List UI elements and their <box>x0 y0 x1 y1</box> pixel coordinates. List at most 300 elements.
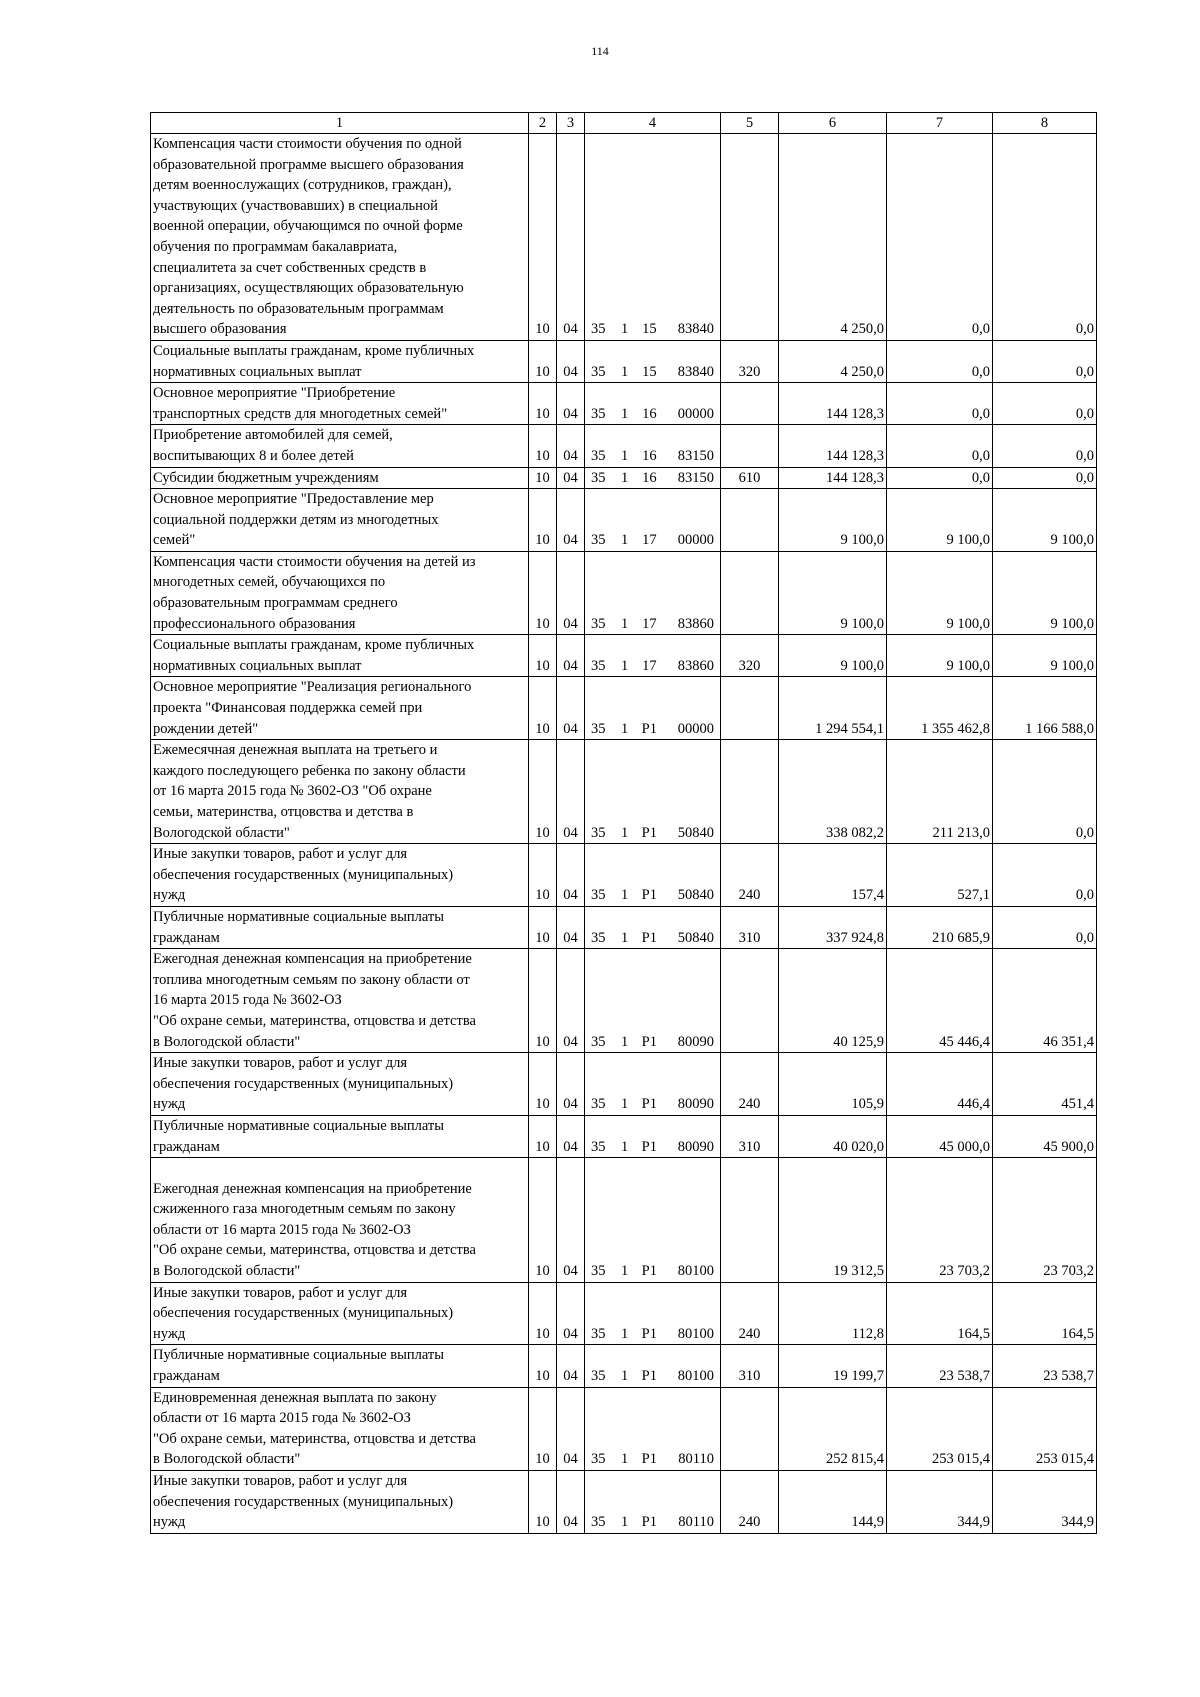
event-code: P1 <box>641 1096 657 1113</box>
table-row <box>151 1345 1097 1387</box>
program-code: 35 <box>591 929 606 946</box>
row-name <box>151 467 529 489</box>
target-article-code <box>585 1115 721 1157</box>
header-cell: 1 <box>151 113 529 134</box>
row-name <box>151 1471 529 1534</box>
amount-col-7: 9 100,0 <box>887 635 993 677</box>
event-code: 17 <box>642 615 657 632</box>
row-name-text: Компенсация части стоимости обучения по одной образовательной программе высшего образования детям военнослужащих (сотрудников, граждан), участвующих (участвовавших) в специальной военной операции, обучающимся по очной форме обучения по программам бакалавриата, специалитета за счет собственных средств в организациях, осуществляющих образовательную деятельность по образовательным программам высшего образования <box>153 136 464 338</box>
row-name-text: Субсидии бюджетным учреждениям <box>153 469 379 486</box>
expense-type-code: 240 <box>721 1282 779 1345</box>
subsection-code: 04 <box>557 489 585 552</box>
program-code: 35 <box>591 1033 606 1050</box>
program-code: 35 <box>591 321 606 338</box>
amount-col-6: 144 128,3 <box>779 425 887 467</box>
program-code: 35 <box>591 887 606 904</box>
header-cell: 7 <box>887 113 993 134</box>
subprogram-code: 1 <box>621 1096 629 1113</box>
subprogram-code: 1 <box>621 1451 629 1468</box>
target-article-parts <box>585 404 720 425</box>
amount-col-8: 0,0 <box>993 340 1097 382</box>
target-article-code <box>585 906 721 948</box>
direction-code: 83840 <box>677 363 714 380</box>
amount-col-8: 9 100,0 <box>993 635 1097 677</box>
direction-code: 83860 <box>677 615 714 632</box>
program-code: 35 <box>591 720 606 737</box>
amount-col-6: 112,8 <box>779 1282 887 1345</box>
subsection-code: 04 <box>557 1115 585 1157</box>
event-code: P1 <box>641 720 657 737</box>
section-code: 10 <box>529 383 557 425</box>
expense-type-code <box>721 134 779 341</box>
subsection-code: 04 <box>557 134 585 341</box>
subprogram-code: 1 <box>621 1514 629 1531</box>
direction-code: 00000 <box>677 720 714 737</box>
subsection-code: 04 <box>557 1282 585 1345</box>
subprogram-code: 1 <box>621 405 629 422</box>
section-code: 10 <box>529 467 557 489</box>
table-row <box>151 1282 1097 1345</box>
amount-col-7: 1 355 462,8 <box>887 677 993 740</box>
subprogram-code: 1 <box>621 824 629 841</box>
program-code: 35 <box>591 1514 606 1531</box>
amount-col-8: 23 703,2 <box>993 1158 1097 1283</box>
amount-col-6: 338 082,2 <box>779 740 887 844</box>
subprogram-code: 1 <box>621 929 629 946</box>
section-code: 10 <box>529 1158 557 1283</box>
expense-type-code <box>721 425 779 467</box>
direction-code: 83150 <box>677 469 714 486</box>
subsection-code: 04 <box>557 844 585 907</box>
amount-col-7: 446,4 <box>887 1053 993 1116</box>
amount-col-7: 211 213,0 <box>887 740 993 844</box>
table-row <box>151 844 1097 907</box>
amount-col-7: 0,0 <box>887 134 993 341</box>
target-article-code <box>585 134 721 341</box>
target-article-code <box>585 1345 721 1387</box>
expense-type-code: 320 <box>721 635 779 677</box>
row-name <box>151 1282 529 1345</box>
target-article-parts <box>585 1094 720 1115</box>
section-code: 10 <box>529 134 557 341</box>
target-article-code <box>585 844 721 907</box>
subprogram-code: 1 <box>621 887 629 904</box>
amount-col-8: 45 900,0 <box>993 1115 1097 1157</box>
event-code: P1 <box>641 887 657 904</box>
expense-type-code <box>721 1158 779 1283</box>
target-article-parts <box>585 1261 720 1282</box>
event-code: 15 <box>642 321 657 338</box>
expense-type-code <box>721 740 779 844</box>
direction-code: 80110 <box>678 1514 714 1531</box>
direction-code: 00000 <box>677 405 714 422</box>
target-article-code <box>585 340 721 382</box>
section-code: 10 <box>529 551 557 634</box>
amount-col-6: 144,9 <box>779 1471 887 1534</box>
expense-type-code <box>721 489 779 552</box>
event-code: P1 <box>641 1138 657 1155</box>
table-row <box>151 134 1097 341</box>
row-name-text: Публичные нормативные социальные выплаты гражданам <box>153 1117 444 1155</box>
subsection-code: 04 <box>557 1471 585 1534</box>
expense-type-code: 240 <box>721 1053 779 1116</box>
amount-col-6: 40 125,9 <box>779 949 887 1053</box>
direction-code: 80100 <box>677 1325 714 1342</box>
table-row <box>151 740 1097 844</box>
amount-col-7: 344,9 <box>887 1471 993 1534</box>
target-article-code <box>585 489 721 552</box>
table-row <box>151 383 1097 425</box>
table-row <box>151 906 1097 948</box>
amount-col-7: 23 703,2 <box>887 1158 993 1283</box>
amount-col-7: 45 000,0 <box>887 1115 993 1157</box>
subprogram-code: 1 <box>621 532 629 549</box>
section-code: 10 <box>529 949 557 1053</box>
target-article-code <box>585 740 721 844</box>
amount-col-7: 210 685,9 <box>887 906 993 948</box>
table-row <box>151 949 1097 1053</box>
header-cell: 8 <box>993 113 1097 134</box>
header-cell: 6 <box>779 113 887 134</box>
amount-col-8: 451,4 <box>993 1053 1097 1116</box>
amount-col-8: 0,0 <box>993 844 1097 907</box>
subsection-code: 04 <box>557 340 585 382</box>
expense-type-code: 310 <box>721 906 779 948</box>
amount-col-8: 164,5 <box>993 1282 1097 1345</box>
amount-col-7: 0,0 <box>887 383 993 425</box>
row-name-text: Основное мероприятие "Приобретение транспортных средств для многодетных семей" <box>153 385 448 422</box>
table-row <box>151 635 1097 677</box>
event-code: P1 <box>641 929 657 946</box>
subsection-code: 04 <box>557 1053 585 1116</box>
section-code: 10 <box>529 425 557 467</box>
row-name-text: Основное мероприятие "Реализация регионального проекта "Финансовая поддержка семей при рождении детей" <box>153 679 472 737</box>
table-row <box>151 1158 1097 1283</box>
row-name-text: Ежегодная денежная компенсация на приобретение сжиженного газа многодетным семьям по закону области от 16 марта 2015 года № 3602-ОЗ "Об охране семьи, материнства, отцовства и детства в Вологодской области" <box>153 1180 476 1280</box>
amount-col-8: 23 538,7 <box>993 1345 1097 1387</box>
target-article-parts <box>585 1366 720 1387</box>
amount-col-6: 9 100,0 <box>779 551 887 634</box>
row-name <box>151 906 529 948</box>
amount-col-7: 9 100,0 <box>887 489 993 552</box>
event-code: P1 <box>641 1368 657 1385</box>
amount-col-8: 0,0 <box>993 383 1097 425</box>
amount-col-6: 144 128,3 <box>779 467 887 489</box>
direction-code: 83840 <box>677 321 714 338</box>
row-name-text: Основное мероприятие "Предоставление мер социальной поддержки детям из многодетных семей" <box>153 491 439 549</box>
expense-type-code <box>721 383 779 425</box>
row-name <box>151 1053 529 1116</box>
section-code: 10 <box>529 340 557 382</box>
amount-col-8: 0,0 <box>993 425 1097 467</box>
event-code: 17 <box>642 532 657 549</box>
event-code: P1 <box>641 824 657 841</box>
event-code: P1 <box>641 1451 657 1468</box>
target-article-parts <box>585 885 720 906</box>
row-name-text: Социальные выплаты гражданам, кроме публичных нормативных социальных выплат <box>153 342 475 380</box>
row-name-text: Ежегодная денежная компенсация на приобретение топлива многодетным семьям по закону области от 16 марта 2015 года № 3602-ОЗ "Об охране семьи, материнства, отцовства и детства в Вологодской области" <box>153 951 476 1050</box>
row-name-text: Единовременная денежная выплата по закону области от 16 марта 2015 года № 3602-ОЗ "Об охране семьи, материнства, отцовства и детства в Вологодской области" <box>153 1389 476 1468</box>
subsection-code: 04 <box>557 635 585 677</box>
target-article-code <box>585 1158 721 1283</box>
expense-type-code: 240 <box>721 844 779 907</box>
subprogram-code: 1 <box>621 1368 629 1385</box>
section-code: 10 <box>529 906 557 948</box>
amount-col-7: 527,1 <box>887 844 993 907</box>
header-cell: 2 <box>529 113 557 134</box>
amount-col-8: 0,0 <box>993 134 1097 341</box>
target-article-parts <box>585 1324 720 1345</box>
amount-col-8: 253 015,4 <box>993 1387 1097 1470</box>
row-name-text: Компенсация части стоимости обучения на детей из многодетных семей, обучающихся по образовательным программам среднего профессионального образования <box>153 553 476 632</box>
amount-col-6: 4 250,0 <box>779 340 887 382</box>
target-article-code <box>585 1387 721 1470</box>
target-article-parts <box>585 530 720 551</box>
target-article-parts <box>585 446 720 467</box>
row-name-text: Социальные выплаты гражданам, кроме публичных нормативных социальных выплат <box>153 637 475 674</box>
section-code: 10 <box>529 1282 557 1345</box>
amount-col-6: 9 100,0 <box>779 635 887 677</box>
subsection-code: 04 <box>557 906 585 948</box>
row-name-text: Публичные нормативные социальные выплаты гражданам <box>153 1347 444 1385</box>
row-name-text: Иные закупки товаров, работ и услуг для обеспечения государственных (муниципальных) нужд <box>153 1284 454 1342</box>
table-row <box>151 1471 1097 1534</box>
row-name-text: Иные закупки товаров, работ и услуг для обеспечения государственных (муниципальных) нужд <box>153 1055 454 1113</box>
row-name <box>151 551 529 634</box>
table-row <box>151 677 1097 740</box>
direction-code: 00000 <box>677 532 714 549</box>
target-article-parts <box>585 468 720 489</box>
section-code: 10 <box>529 1387 557 1470</box>
subsection-code: 04 <box>557 383 585 425</box>
row-name <box>151 1387 529 1470</box>
amount-col-7: 0,0 <box>887 425 993 467</box>
amount-col-7: 0,0 <box>887 467 993 489</box>
row-name <box>151 340 529 382</box>
expense-type-code: 310 <box>721 1345 779 1387</box>
direction-code: 80090 <box>677 1138 714 1155</box>
amount-col-8: 46 351,4 <box>993 949 1097 1053</box>
program-code: 35 <box>591 532 606 549</box>
program-code: 35 <box>591 1451 606 1468</box>
direction-code: 50840 <box>677 887 714 904</box>
program-code: 35 <box>591 1096 606 1113</box>
amount-col-8: 0,0 <box>993 467 1097 489</box>
program-code: 35 <box>591 657 606 674</box>
amount-col-8: 1 166 588,0 <box>993 677 1097 740</box>
program-code: 35 <box>591 447 606 464</box>
amount-col-6: 19 199,7 <box>779 1345 887 1387</box>
amount-col-6: 252 815,4 <box>779 1387 887 1470</box>
target-article-code <box>585 949 721 1053</box>
event-code: P1 <box>641 1263 657 1280</box>
event-code: P1 <box>641 1514 657 1531</box>
amount-col-6: 157,4 <box>779 844 887 907</box>
target-article-parts <box>585 319 720 340</box>
header-cell: 4 <box>585 113 721 134</box>
target-article-parts <box>585 656 720 677</box>
amount-col-6: 9 100,0 <box>779 489 887 552</box>
row-name <box>151 1345 529 1387</box>
row-name <box>151 489 529 552</box>
expense-type-code: 610 <box>721 467 779 489</box>
amount-col-8: 9 100,0 <box>993 551 1097 634</box>
amount-col-6: 4 250,0 <box>779 134 887 341</box>
event-code: 16 <box>642 447 657 464</box>
program-code: 35 <box>591 824 606 841</box>
row-name <box>151 635 529 677</box>
direction-code: 50840 <box>677 824 714 841</box>
program-code: 35 <box>591 469 606 486</box>
target-article-parts <box>585 1512 720 1533</box>
amount-col-7: 9 100,0 <box>887 551 993 634</box>
expense-type-code <box>721 1387 779 1470</box>
target-article-parts <box>585 1032 720 1053</box>
subprogram-code: 1 <box>621 1138 629 1155</box>
subprogram-code: 1 <box>621 1263 629 1280</box>
subprogram-code: 1 <box>621 363 629 380</box>
target-article-code <box>585 635 721 677</box>
row-name <box>151 1158 529 1283</box>
direction-code: 80090 <box>677 1033 714 1050</box>
subsection-code: 04 <box>557 740 585 844</box>
direction-code: 83860 <box>677 657 714 674</box>
event-code: 16 <box>642 405 657 422</box>
direction-code: 80110 <box>678 1451 714 1468</box>
target-article-parts <box>585 614 720 635</box>
row-name <box>151 844 529 907</box>
section-code: 10 <box>529 844 557 907</box>
table-row <box>151 467 1097 489</box>
row-name <box>151 134 529 341</box>
amount-col-6: 19 312,5 <box>779 1158 887 1283</box>
row-name <box>151 1115 529 1157</box>
row-name <box>151 425 529 467</box>
amount-col-8: 9 100,0 <box>993 489 1097 552</box>
section-code: 10 <box>529 1053 557 1116</box>
row-name-text: Иные закупки товаров, работ и услуг для обеспечения государственных (муниципальных) нужд <box>153 846 454 904</box>
subsection-code: 04 <box>557 949 585 1053</box>
amount-col-7: 23 538,7 <box>887 1345 993 1387</box>
subsection-code: 04 <box>557 551 585 634</box>
amount-col-8: 344,9 <box>993 1471 1097 1534</box>
subsection-code: 04 <box>557 425 585 467</box>
event-code: 16 <box>642 469 657 486</box>
direction-code: 80090 <box>677 1096 714 1113</box>
table-row <box>151 1115 1097 1157</box>
subsection-code: 04 <box>557 1345 585 1387</box>
target-article-parts <box>585 719 720 740</box>
expense-type-code: 240 <box>721 1471 779 1534</box>
subprogram-code: 1 <box>621 615 629 632</box>
subprogram-code: 1 <box>621 720 629 737</box>
target-article-code <box>585 425 721 467</box>
event-code: 17 <box>642 657 657 674</box>
table-row <box>151 489 1097 552</box>
expense-type-code <box>721 677 779 740</box>
direction-code: 80100 <box>677 1368 714 1385</box>
row-name-text: Публичные нормативные социальные выплаты гражданам <box>153 908 444 946</box>
subsection-code: 04 <box>557 1158 585 1283</box>
row-name <box>151 383 529 425</box>
expense-type-code <box>721 551 779 634</box>
target-article-parts <box>585 1137 720 1158</box>
table-row <box>151 340 1097 382</box>
program-code: 35 <box>591 1325 606 1342</box>
program-code: 35 <box>591 405 606 422</box>
table-row <box>151 425 1097 467</box>
event-code: 15 <box>642 363 657 380</box>
row-name-text: Ежемесячная денежная выплата на третьего и каждого последующего ребенка по закону области от 16 марта 2015 года № 3602-ОЗ "Об охране семьи, материнства, отцовства и детства в Вологодской области" <box>153 742 466 841</box>
section-code: 10 <box>529 1115 557 1157</box>
table-row <box>151 551 1097 634</box>
expense-type-code <box>721 949 779 1053</box>
section-code: 10 <box>529 635 557 677</box>
target-article-parts <box>585 823 720 844</box>
page-number: 114 <box>591 44 609 58</box>
target-article-code <box>585 1471 721 1534</box>
section-code: 10 <box>529 489 557 552</box>
target-article-code <box>585 1053 721 1116</box>
target-article-parts <box>585 928 720 949</box>
table-row <box>151 1387 1097 1470</box>
program-code: 35 <box>591 363 606 380</box>
amount-col-6: 337 924,8 <box>779 906 887 948</box>
amount-col-7: 253 015,4 <box>887 1387 993 1470</box>
amount-col-7: 164,5 <box>887 1282 993 1345</box>
row-name <box>151 677 529 740</box>
event-code: P1 <box>641 1033 657 1050</box>
target-article-code <box>585 677 721 740</box>
row-name <box>151 740 529 844</box>
subprogram-code: 1 <box>621 1033 629 1050</box>
subprogram-code: 1 <box>621 321 629 338</box>
subsection-code: 04 <box>557 467 585 489</box>
section-code: 10 <box>529 1471 557 1534</box>
expense-type-code: 310 <box>721 1115 779 1157</box>
target-article-parts <box>585 1449 720 1470</box>
section-code: 10 <box>529 740 557 844</box>
direction-code: 80100 <box>677 1263 714 1280</box>
header-cell: 3 <box>557 113 585 134</box>
program-code: 35 <box>591 1138 606 1155</box>
row-name-text: Приобретение автомобилей для семей, воспитывающих 8 и более детей <box>153 427 393 464</box>
amount-col-8: 0,0 <box>993 906 1097 948</box>
table-row <box>151 1053 1097 1116</box>
amount-col-6: 1 294 554,1 <box>779 677 887 740</box>
section-code: 10 <box>529 1345 557 1387</box>
program-code: 35 <box>591 1368 606 1385</box>
event-code: P1 <box>641 1325 657 1342</box>
subprogram-code: 1 <box>621 1325 629 1342</box>
row-name <box>151 949 529 1053</box>
amount-col-7: 45 446,4 <box>887 949 993 1053</box>
subprogram-code: 1 <box>621 447 629 464</box>
row-name-text: Иные закупки товаров, работ и услуг для обеспечения государственных (муниципальных) нужд <box>153 1473 454 1531</box>
amount-col-6: 40 020,0 <box>779 1115 887 1157</box>
target-article-code <box>585 551 721 634</box>
amount-col-6: 105,9 <box>779 1053 887 1116</box>
target-article-code <box>585 1282 721 1345</box>
amount-col-8: 0,0 <box>993 740 1097 844</box>
target-article-code <box>585 467 721 489</box>
program-code: 35 <box>591 1263 606 1280</box>
amount-col-6: 144 128,3 <box>779 383 887 425</box>
target-article-parts <box>585 362 720 383</box>
expense-type-code: 320 <box>721 340 779 382</box>
header-row <box>151 113 1097 134</box>
budget-table <box>150 112 1097 1534</box>
